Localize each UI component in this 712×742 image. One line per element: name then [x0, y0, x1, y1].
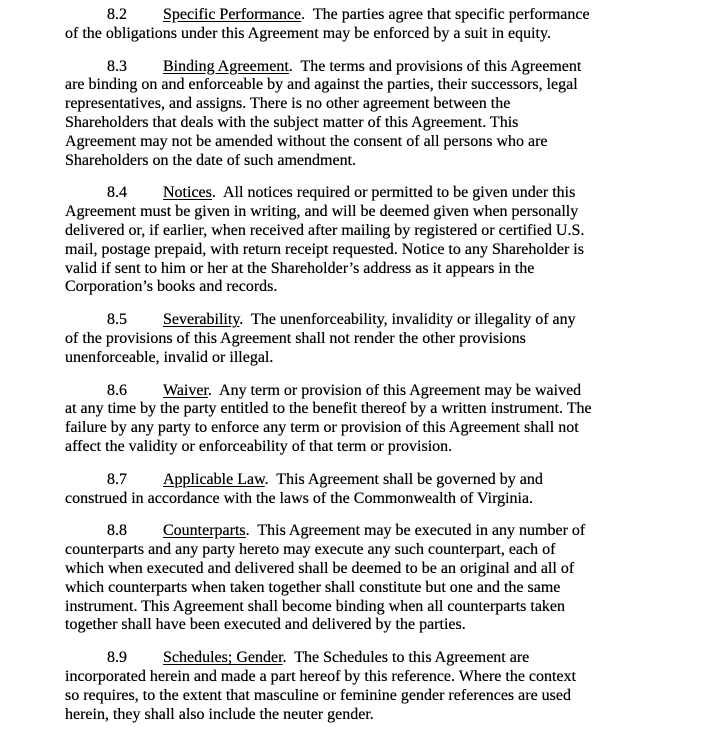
section-heading: Applicable Law [163, 470, 265, 488]
section-number: 8.5 [107, 311, 127, 329]
section-heading: Binding Agreement [163, 57, 289, 75]
section-heading: Notices [163, 184, 212, 202]
section-number: 8.2 [107, 6, 127, 23]
section-number: 8.4 [107, 184, 127, 202]
section-body: . This Agreement may be executed in any number of counterparts and any party hereto may execute any such counterpart, each of which when executed and delivered shall be deemed to be an original and all of which counterparts when taken together shall constitute but one and the same instrument. This Agreement shall become binding when all counterparts taken together shall have been executed and delivered by the parties. [65, 522, 586, 634]
section-body: . Any term or provision of this Agreement may be waived at any time by the party entitled to the benefit thereof by a written instrument. The failure by any party to enforce any term or provision of this Agreement shall not affect the validity or enforceability of that term or provision. [65, 381, 592, 455]
section-body: . All notices required or permitted to be given under this Agreement must be given in writing, and will be deemed given when personally delivered or, if earlier, when received after mailing by registered or certified U.S. mail, postage prepaid, with return receipt requested. Notice to any Shareholder is valid if sent to him or her at the Shareholder’s address as it appears in the Corporation’s books and records. [65, 184, 585, 296]
section-body: . The unenforceability, invalidity or illegality of any of the provisions of this Agreement shall not render the other provisions unenforceable, invalid or illegal. [65, 311, 576, 366]
section-body: . The parties agree that specific performance of the obligations under this Agreement may be enforced by a suit in equity. [65, 6, 590, 42]
section-paragraph [65, 311, 702, 367]
section-paragraph [65, 6, 702, 44]
section-number: 8.7 [107, 470, 127, 488]
section-heading: Waiver [163, 381, 208, 399]
section-body: . This Agreement shall be governed by and construed in accordance with the laws of the Commonwealth of Virginia. [65, 470, 543, 507]
section-paragraph [65, 382, 702, 457]
section-number: 8.9 [107, 649, 127, 667]
section-paragraph [65, 649, 702, 724]
section-heading: Severability [163, 311, 240, 329]
section-paragraph [65, 58, 702, 171]
section-number: 8.6 [107, 381, 127, 399]
section-body: . The Schedules to this Agreement are incorporated herein and made a part hereof by this reference. Where the context so requires, to the extent that masculine or feminine gender references are used herein, they shall also include the neuter gender. [65, 649, 577, 723]
section-paragraph [65, 471, 702, 509]
document-sections [65, 6, 702, 724]
section-number: 8.8 [107, 522, 127, 540]
section-heading: Specific Performance [163, 6, 302, 23]
section-heading: Schedules; Gender [163, 649, 283, 667]
section-paragraph [65, 184, 702, 297]
section-paragraph [65, 522, 702, 635]
section-body: . The terms and provisions of this Agreement are binding on and enforceable by and against the parties, their successors, legal representatives, and assigns. There is no other agreement between the Shareholders that deals with the subject matter of this Agreement. This Agreement may not be amended without the consent of all persons who are Shareholders on the date of such amendment. [65, 57, 582, 169]
section-number: 8.3 [107, 57, 127, 75]
section-heading: Counterparts [163, 522, 246, 540]
